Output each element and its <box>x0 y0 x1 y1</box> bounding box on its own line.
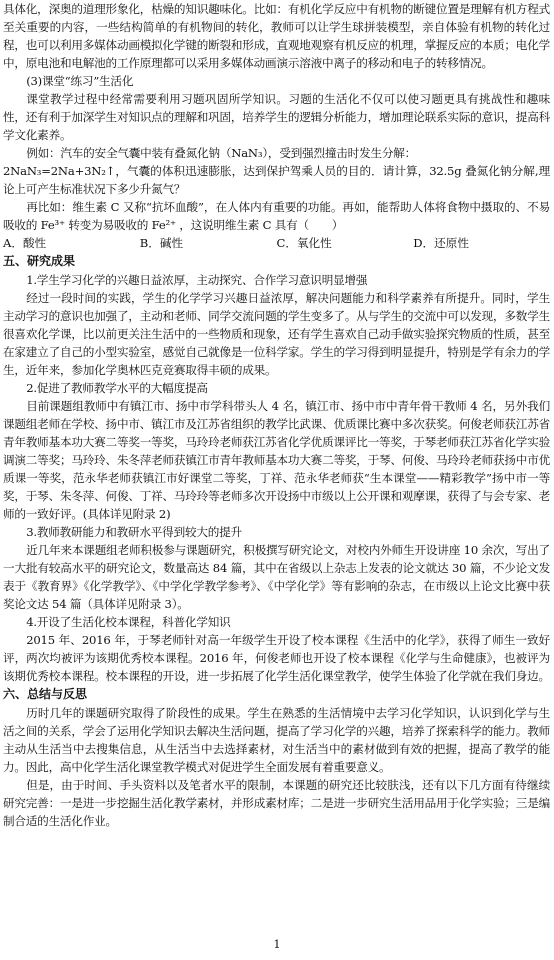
paragraph-limitations: 但是，由于时间、手头资料以及笔者水平的限制，本课题的研究还比较肤浅，还有以下几方面有待继续研究完善：一是进一步挖掘生活化教学素材，并形成素材库；二是进一步研究生活用品用于化学实验；三是编制合适的生活化作业。 <box>3 778 550 828</box>
section-heading-summary: 六、总结与反思 <box>3 687 88 701</box>
subheading-interest: 1.学生学习化学的兴趣日益浓厚，主动探究、合作学习意识明显增强 <box>26 273 368 287</box>
subheading-practice: (3)课堂“练习”生活化 <box>26 74 134 88</box>
paragraph-equation: 2NaN₃=2Na+3N₂↑，气囊的体积迅速膨胀，达到保护驾乘人员的目的．请计算，32.5g 叠氮化钠分解,理论上可产生标准状况下多少升氮气？ <box>3 164 550 196</box>
paragraph-multimedia: 具体化，深奥的道理形象化，枯燥的知识趣味化。比如：有机化学反应中有机物的断键位置是理解有机方程式至关重要的内容，一些结构简单的有机物间的转化，教师可以让学生球拼装模型，亲自体验有机物的转化过程，也可以利用多媒体动画模拟化学键的断裂和形成，直观地观察有机反应的机理，掌握反应的本质；电化学中，原电池和电解池的工作原理都可以采用多媒体动画演示溶液中离子的移动和电子的转移情况。 <box>3 2 550 70</box>
answer-options <box>0 234 554 252</box>
subheading-course: 4.开设了生活化校本课程，科普化学知识 <box>26 615 231 629</box>
paragraph-summary: 历时几年的课题研究取得了阶段性的成果。学生在熟悉的生活情境中去学习化学知识，认识到化学与生活之间的关系，学会了运用化学知识去解决生活问题，提高了学习化学的兴趣，培养了探索科学的能力。教师主动从生活当中去搜集信息，从生活当中去选择素材，对生活当中的素材做到有效的把握，提高了教学的能力。因此，高中化学生活化课堂教学模式对促进学生全面发展有着重要意义。 <box>3 706 550 774</box>
paragraph-exercise: 课堂教学过程中经常需要利用习题巩固所学知识。习题的生活化不仅可以使习题更具有挑战性和趣味性，还有利于加深学生对知识点的理解和巩固，培养学生的逻辑分析能力，增加理论联系实际的意识，提高科学文化素养。 <box>3 92 550 142</box>
option-c: C．氧化性 <box>276 236 332 250</box>
option-d: D．还原性 <box>413 236 469 250</box>
option-b: B．碱性 <box>139 236 184 250</box>
subheading-research: 3.教师教研能力和教研水平得到较大的提升 <box>26 525 242 539</box>
paragraph-research: 近几年来本课题组老师积极参与课题研究，积极撰写研究论文，对校内外师生开设讲座 10 余次，写出了一大批有较高水平的研究论文，数量高达 84 篇，其中在省级以上杂志上发表的论文就达 30 篇，不少论文发表于《教育界》《化学教学》、《中学化学教学参考》、《中学化学》等有影响的杂志，在市级以上论文比赛中获奖论文达 54 篇（具体详见附录 3）。 <box>3 543 550 611</box>
paragraph-teaching: 目前课题组教师中有镇江市、扬中市学科带头人 4 名，镇江市、扬中市中青年骨干教师 4 名，另外我们课题组老师在学校、扬中市、镇江市及江苏省组织的教学比武课、优质课比赛中多次获奖。何俊老师获江苏省青年教师基本功大赛二等奖一等奖，马玲玲老师获江苏省化学优质课评比一等奖，于琴老师获江苏省化学实验调演二等奖；马玲玲、朱冬萍老师获镇江市青年教师基本功大赛二等奖，于琴、何俊、马玲玲老师获扬中市优质课一等奖，范永华老师获镇江市好课堂二等奖，丁祥、范永华老师获“生本课堂——精彩教学”扬中市一等奖，于琴、朱冬萍、何俊、丁祥、马玲玲等老师多次开设扬中市级以上公开课和观摩课，获得了与会专家、老师的一致好评。(具体详见附录 2) <box>3 399 550 521</box>
page-number: 1 <box>273 938 281 951</box>
subheading-teaching: 2.促进了教师教学水平的大幅度提高 <box>26 381 208 395</box>
section-heading-results: 五、研究成果 <box>3 254 76 268</box>
option-a: A．酸性 <box>3 236 47 250</box>
paragraph-vitamin-c: 再比如：维生素 C 又称“抗坏血酸”，在人体内有重要的功能。再如，能帮助人体将食物中摄取的、不易吸收的 Fe³⁺ 转变为易吸收的 Fe²⁺ ，这说明维生素 C 具有（ ） <box>3 200 550 232</box>
paragraph-course: 2015 年、2016 年，于琴老师针对高一年级学生开设了校本课程《生活中的化学》，获得了师生一致好评，两次均被评为该期优秀校本课程。2016 年，何俊老师也开设了校本课程《化学与生命健康》，也被评为该期优秀校本课程。校本课程的开设，进一步拓展了化学生活化课堂教学，使学生体验了化学就在我们身边。 <box>3 633 550 683</box>
paragraph-interest: 经过一段时间的实践，学生的化学学习兴趣日益浓厚，解决问题能力和科学素养有所提升。同时，学生主动学习的意识也加强了，主动和老师、同学交流问题的学生变多了。从与学生的交流中可以发现，多数学生很喜欢化学课，比以前更关注生活中的一些物质和现象，还有学生喜欢自己动手做实验探究物质的性质，甚至在家建立了自己的小型实验室，感觉自己就像是一位科学家。学生的学习得到明显提升，特别是学有余力的学生，近年来，参加化学奥林匹克竞赛取得丰硕的成果。 <box>3 291 550 377</box>
paragraph-airbag-example: 例如：汽车的安全气囊中装有叠氮化钠（NaN₃），受到强烈撞击时发生分解： <box>26 146 417 160</box>
